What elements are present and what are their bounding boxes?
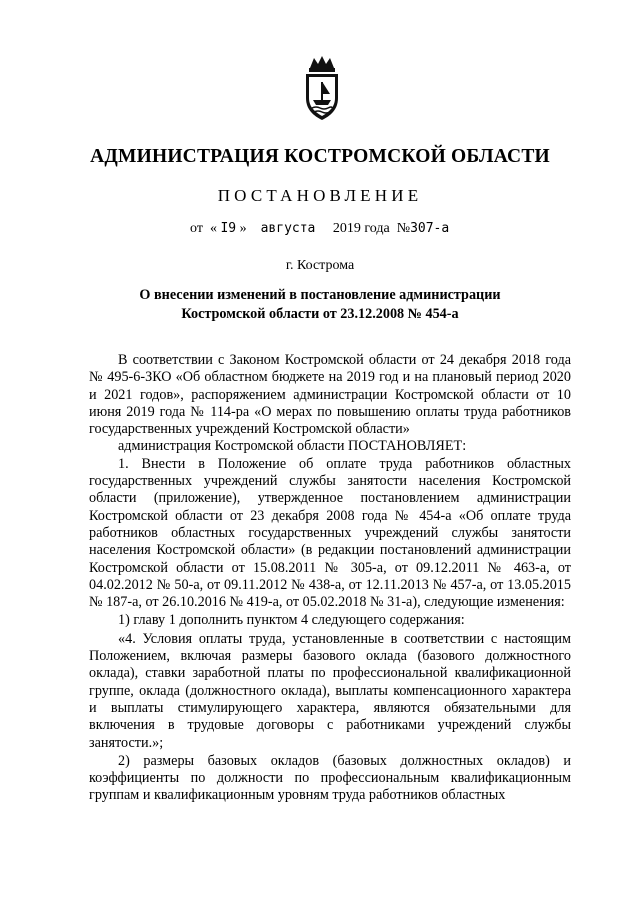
- document-body: [89, 352, 571, 805]
- close-quote: »: [239, 221, 247, 236]
- coat-of-arms-icon: [298, 54, 346, 122]
- date-day: I9: [220, 221, 237, 236]
- resolution-paragraph: администрация Костромской области ПОСТАНОВЛЯЕТ:: [118, 438, 467, 455]
- date-year: 2019 года: [332, 221, 390, 236]
- subitem-1-paragraph: 1) главу 1 дополнить пунктом 4 следующего содержания:: [118, 612, 465, 629]
- subject-line-1: О внесении изменений в постановление администрации: [139, 287, 501, 303]
- number-prefix: №: [396, 221, 411, 236]
- date-month: августа: [260, 221, 316, 236]
- subject: [0, 286, 640, 324]
- subject-line-2: Костромской области от 23.12.2008 № 454-а: [181, 306, 459, 322]
- date-line: [190, 221, 449, 237]
- date-prefix: от: [190, 221, 203, 236]
- preamble-paragraph: В соответствии с Законом Костромской области от 24 декабря 2018 года № 495-6-ЗКО «Об областном бюджете на 2019 год и на плановый период 2020 и 2021 годов», распоряжением администрации Костромской области от 10 июня 2019 года № 114-ра «О мерах по повышению оплаты труда работников государственных учреждений Костромской области»: [89, 352, 571, 438]
- subitem-2-paragraph: 2) размеры базовых окладов (базовых должностных окладов) и коэффициенты по должности по профессиональным квалификационным группам и квалификационным уровням труда работников областных: [89, 752, 571, 804]
- document-number: 307-а: [410, 221, 450, 236]
- organization-title: АДМИНИСТРАЦИЯ КОСТРОМСКОЙ ОБЛАСТИ: [90, 146, 550, 167]
- document-type: ПОСТАНОВЛЕНИЕ: [217, 186, 423, 205]
- item-1-paragraph: 1. Внести в Положение об оплате труда работников областных государственных учреждений службы занятости населения Костромской области (приложение), утвержденное постановлением администрации Костромской области от 23 декабря 2008 года № 454-а «Об оплате труда работников областных государственных учреждений службы занятости населения Костромской области» (в редакции постановлений администрации Костромской области от 15.08.2011 № 305-а, от 09.12.2011 № 463-а, от 04.02.2012 № 50-а, от 09.11.2012 № 438-а, от 12.11.2013 № 457-а, от 13.05.2015 № 187-а, от 26.10.2016 № 419-а, от 05.02.2018 № 31-а), следующие изменения:: [89, 455, 571, 611]
- open-quote: «: [209, 221, 217, 236]
- quoted-clause-paragraph: «4. Условия оплаты труда, установленные в соответствии с настоящим Положением, включая размеры базового оклада (базового должностного оклада), ставки заработной платы по профессиональной квалификационной группе, оклада (должностного оклада), выплаты компенсационного характера и выплаты стимулирующего характера, являются обязательными для включения в трудовые договоры с работниками учреждений службы занятости.»;: [89, 630, 571, 751]
- city: г. Кострома: [285, 258, 355, 273]
